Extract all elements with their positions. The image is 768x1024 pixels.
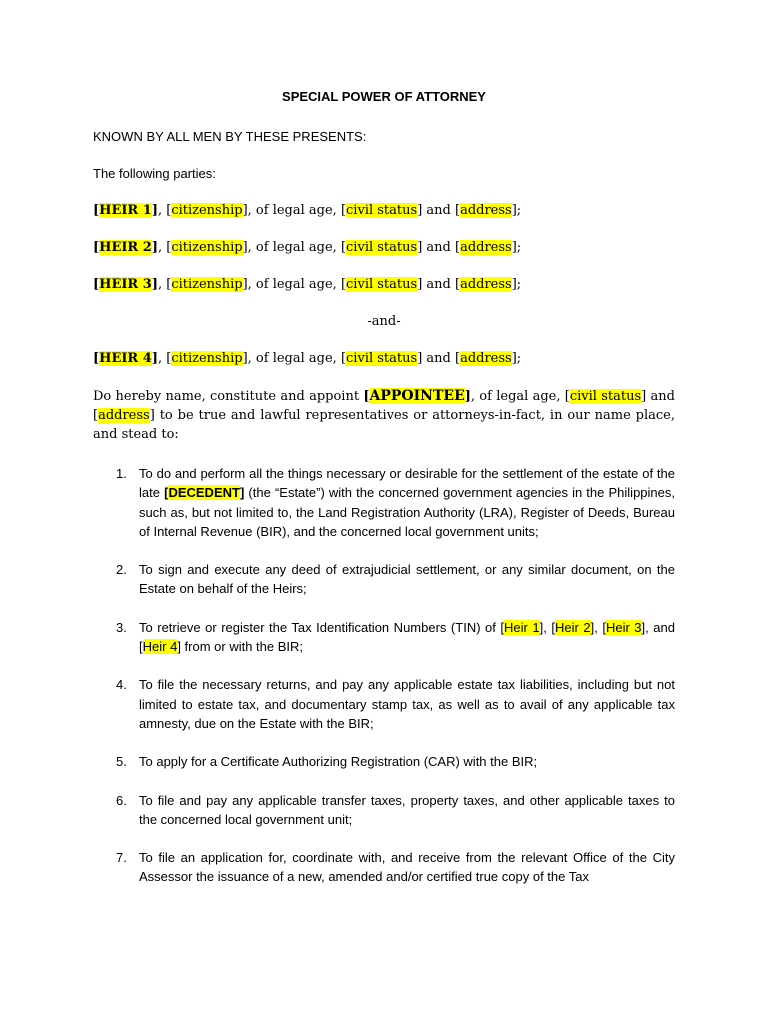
item-text: To do and perform all the things necessary or desirable for the settlement of the estate of the late — [139, 466, 675, 501]
appoint-tail: to be true and lawful representatives or attorneys-in-fact, in our name place, and stead to: — [93, 408, 675, 442]
list-number: 3. — [116, 619, 127, 635]
list-number: 4. — [116, 677, 127, 693]
parties-intro: The following parties: — [93, 166, 216, 181]
item-text: To apply for a Certificate Authorizing Registration (CAR) with the BIR; — [139, 754, 538, 770]
list-item — [93, 791, 675, 830]
list-number: 6. — [116, 792, 127, 808]
list-item — [93, 560, 675, 599]
civil-status-placeholder: civil status — [569, 389, 642, 404]
list-item: 1. To do and perform all the things necessary or desirable for the settlement of the estate of the late [DECEDENT] (the “Estate”) with the concerned government agencies in the Philippines, such as, but not limited to, the Land Registration Authority (LRA), Register of Deeds, Bureau of Internal Revenue (BIR), and the concerned local government units; — [116, 466, 675, 539]
and-text: and — [426, 351, 451, 366]
civil-status-placeholder: civil status — [346, 240, 418, 255]
opening-line: KNOWN BY ALL MEN BY THESE PRESENTS: — [93, 129, 367, 144]
and-text: and — [426, 203, 451, 218]
citizenship-placeholder: citizenship — [171, 203, 243, 218]
list-number: 7. — [116, 850, 127, 866]
heir-line-2: [HEIR 2], [citizenship], of legal age, [civil status] and [address]; — [93, 240, 522, 255]
list-item — [93, 848, 675, 887]
heir-line-1: [HEIR 1], [citizenship], of legal age, [civil status] and [address]; — [93, 203, 522, 218]
item-text: To file an application for, coordinate with, and receive from the relevant Office of the City Assessor the issuance of a new, amended and/or certified true copy of the Tax — [139, 850, 675, 885]
heir-name: HEIR 1 — [99, 203, 152, 218]
item-text: (the “Estate”) with the concerned government agencies in the Philippines, such as, but not limited to, the Land Registration Authority (LRA), Register of Deeds, Bureau of Internal Revenue (BIR), and the concerned local government units; — [139, 485, 675, 539]
appointment-paragraph: Do hereby name, constitute and appoint [APPOINTEE], of legal age, [civil status] and [address] to be true and lawful representatives or attorneys-in-fact, in our name place, and stead to: — [93, 388, 675, 442]
document-title: SPECIAL POWER OF ATTORNEY — [282, 89, 486, 104]
address-placeholder: address — [460, 203, 512, 218]
address-placeholder: address — [98, 408, 150, 423]
document-page — [93, 88, 675, 906]
address-placeholder: address — [460, 277, 512, 292]
address-placeholder: address — [460, 240, 512, 255]
heir-line-3: [HEIR 3], [citizenship], of legal age, [civil status] and [address]; — [93, 277, 522, 292]
item-text: from or with the BIR; — [184, 639, 304, 655]
item-text: To retrieve or register the Tax Identification Numbers (TIN) of — [139, 619, 496, 635]
list-number: 5. — [116, 754, 127, 770]
legal-age-text: of legal age, — [255, 277, 337, 292]
appoint-lead: Do hereby name, constitute and appoint — [93, 389, 360, 404]
and-text: and — [426, 277, 451, 292]
address-placeholder: address — [460, 351, 512, 366]
list-number: 2. — [116, 562, 127, 578]
list-number: 1. — [116, 466, 127, 481]
civil-status-placeholder: civil status — [346, 203, 418, 218]
and-separator: -and- — [367, 314, 401, 329]
and-text: and — [426, 240, 451, 255]
legal-age-text: of legal age, — [255, 203, 337, 218]
list-item: 3. To retrieve or register the Tax Identification Numbers (TIN) of [Heir 1], [Heir 2], [Heir 3], and [Heir 4] from or with the BIR; — [116, 619, 675, 655]
heir-placeholder: Heir 2 — [555, 619, 591, 635]
item-text: To file and pay any applicable transfer taxes, property taxes, and other applicable taxes to the concerned local government unit; — [139, 792, 675, 827]
list-item — [93, 675, 675, 733]
and-text: and — [650, 389, 675, 404]
appoint-mid: , of legal age, — [470, 389, 561, 404]
appointee-placeholder: APPOINTEE — [369, 388, 465, 404]
heir-placeholder: Heir 3 — [605, 619, 642, 635]
legal-age-text: of legal age, — [255, 351, 337, 366]
and-text: and — [653, 619, 675, 635]
item-text: To sign and execute any deed of extrajudicial settlement, or any similar document, on the Estate on behalf of the Heirs; — [139, 562, 675, 597]
heir-line-4: [HEIR 4], [citizenship], of legal age, [civil status] and [address]; — [93, 351, 522, 366]
powers-list — [93, 464, 675, 887]
heir-name: HEIR 2 — [99, 240, 152, 255]
list-item — [93, 752, 675, 771]
heir-placeholder: Heir 1 — [504, 619, 540, 635]
legal-age-text: of legal age, — [255, 240, 337, 255]
heir-placeholder: Heir 4 — [142, 639, 178, 655]
decedent-placeholder: DECEDENT — [168, 485, 240, 501]
item-text: To file the necessary returns, and pay any applicable estate tax liabilities, including but not limited to estate tax, and documentary stamp tax, as well as to avail of any applicable tax amnesty, due on the Estate with the BIR; — [139, 677, 675, 731]
heir-name: HEIR 3 — [99, 277, 152, 292]
heir-name: HEIR 4 — [99, 351, 152, 366]
citizenship-placeholder: citizenship — [171, 240, 243, 255]
civil-status-placeholder: civil status — [346, 277, 418, 292]
civil-status-placeholder: civil status — [346, 351, 418, 366]
citizenship-placeholder: citizenship — [171, 351, 243, 366]
citizenship-placeholder: citizenship — [171, 277, 243, 292]
